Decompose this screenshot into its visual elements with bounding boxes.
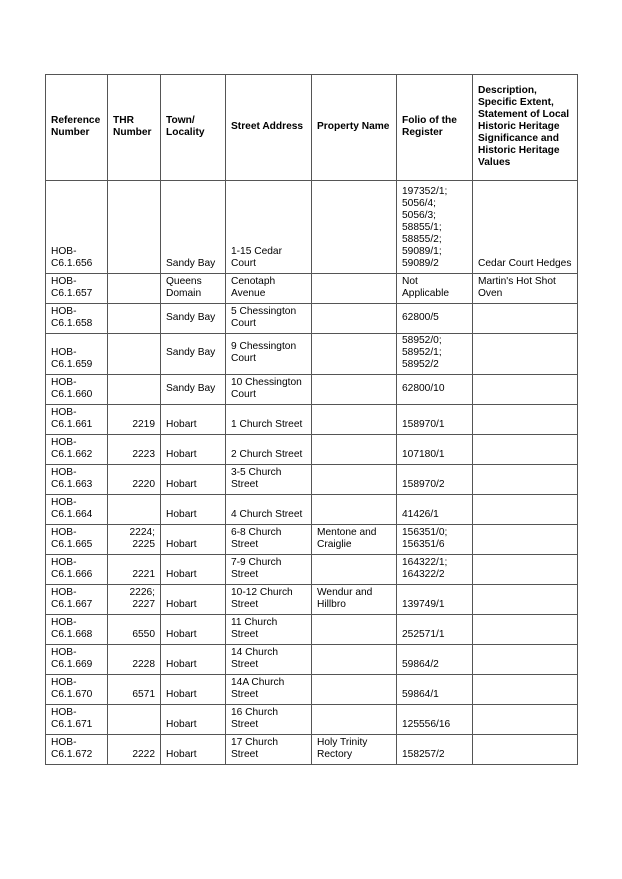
cell-reference-number: HOB-C6.1.671 bbox=[46, 705, 108, 735]
header-folio: Folio of the Register bbox=[397, 75, 473, 181]
folio-entry: 164322/2 bbox=[402, 569, 445, 580]
cell-property-name: Mentone and Craiglie bbox=[312, 525, 397, 555]
cell-property-name bbox=[312, 705, 397, 735]
header-street-address: Street Address bbox=[226, 75, 312, 181]
cell-town-locality: Hobart bbox=[161, 525, 226, 555]
folio-entry: 62800/5 bbox=[402, 311, 439, 323]
folio-entry: 164322/1; bbox=[402, 557, 448, 568]
folio-entry: 58855/1; bbox=[402, 222, 442, 233]
table-row bbox=[46, 525, 578, 555]
cell-description bbox=[473, 675, 578, 705]
table-row bbox=[46, 585, 578, 615]
cell-folio bbox=[397, 181, 473, 274]
cell-thr-number bbox=[108, 181, 161, 274]
cell-folio bbox=[397, 495, 473, 525]
cell-property-name: Wendur and Hillbro bbox=[312, 585, 397, 615]
cell-folio bbox=[397, 334, 473, 375]
cell-town-locality: Hobart bbox=[161, 705, 226, 735]
table-row bbox=[46, 555, 578, 585]
heritage-register-table bbox=[45, 74, 578, 765]
cell-property-name bbox=[312, 405, 397, 435]
table-row bbox=[46, 615, 578, 645]
cell-reference-number: HOB-C6.1.665 bbox=[46, 525, 108, 555]
cell-thr-number: 6571 bbox=[108, 675, 161, 705]
cell-street-address: 5 Chessington Court bbox=[226, 304, 312, 334]
cell-street-address: 17 Church Street bbox=[226, 735, 312, 765]
cell-town-locality: Sandy Bay bbox=[161, 375, 226, 405]
table-row bbox=[46, 274, 578, 304]
folio-entry: 158970/2 bbox=[402, 479, 445, 490]
folio-entry: 59864/2 bbox=[402, 659, 439, 670]
header-description: Description, Specific Extent, Statement of Local Historic Heritage Significance and Historic Heritage Values bbox=[473, 75, 578, 181]
folio-entry: 58952/0; bbox=[402, 335, 442, 346]
cell-description bbox=[473, 304, 578, 334]
cell-street-address: 16 Church Street bbox=[226, 705, 312, 735]
cell-folio bbox=[397, 645, 473, 675]
cell-folio bbox=[397, 675, 473, 705]
cell-reference-number: HOB-C6.1.670 bbox=[46, 675, 108, 705]
folio-entry: 62800/10 bbox=[402, 382, 445, 394]
cell-street-address: 6-8 Church Street bbox=[226, 525, 312, 555]
cell-property-name bbox=[312, 615, 397, 645]
cell-property-name bbox=[312, 334, 397, 375]
cell-description bbox=[473, 615, 578, 645]
table-row bbox=[46, 375, 578, 405]
header-property-name: Property Name bbox=[312, 75, 397, 181]
folio-entry: 252571/1 bbox=[402, 629, 445, 640]
cell-folio bbox=[397, 735, 473, 765]
cell-property-name bbox=[312, 435, 397, 465]
table-row bbox=[46, 181, 578, 274]
folio-entry: 197352/1; bbox=[402, 186, 448, 197]
cell-property-name bbox=[312, 375, 397, 405]
cell-town-locality: Sandy Bay bbox=[161, 181, 226, 274]
header-thr-number: THR Number bbox=[108, 75, 161, 181]
header-town-locality: Town/ Locality bbox=[161, 75, 226, 181]
cell-description bbox=[473, 735, 578, 765]
cell-thr-number bbox=[108, 334, 161, 375]
cell-folio bbox=[397, 615, 473, 645]
header-reference-number: Reference Number bbox=[46, 75, 108, 181]
cell-town-locality: Hobart bbox=[161, 495, 226, 525]
cell-town-locality: Hobart bbox=[161, 465, 226, 495]
folio-entry: 158970/1 bbox=[402, 419, 445, 430]
cell-property-name bbox=[312, 465, 397, 495]
table-row bbox=[46, 334, 578, 375]
folio-entry: 58952/1; bbox=[402, 347, 442, 358]
cell-thr-number: 2228 bbox=[108, 645, 161, 675]
cell-folio bbox=[397, 405, 473, 435]
folio-entry: 107180/1 bbox=[402, 449, 445, 460]
folio-entry: 125556/16 bbox=[402, 719, 451, 730]
folio-entry: 5056/4; bbox=[402, 198, 436, 209]
folio-entry: 59089/2 bbox=[402, 258, 439, 269]
cell-street-address: 14 Church Street bbox=[226, 645, 312, 675]
cell-description bbox=[473, 555, 578, 585]
cell-street-address: 3-5 Church Street bbox=[226, 465, 312, 495]
cell-thr-number bbox=[108, 375, 161, 405]
cell-property-name bbox=[312, 495, 397, 525]
cell-folio bbox=[397, 705, 473, 735]
table-body bbox=[46, 181, 578, 765]
cell-town-locality: Queens Domain bbox=[161, 274, 226, 304]
table-header-row bbox=[46, 75, 578, 181]
cell-description bbox=[473, 405, 578, 435]
cell-town-locality: Hobart bbox=[161, 615, 226, 645]
cell-description bbox=[473, 334, 578, 375]
cell-reference-number: HOB-C6.1.658 bbox=[46, 304, 108, 334]
cell-town-locality: Sandy Bay bbox=[161, 334, 226, 375]
cell-reference-number: HOB-C6.1.672 bbox=[46, 735, 108, 765]
table-row bbox=[46, 675, 578, 705]
cell-street-address: 4 Church Street bbox=[226, 495, 312, 525]
cell-folio bbox=[397, 274, 473, 304]
table-row bbox=[46, 645, 578, 675]
folio-entry: 59864/1 bbox=[402, 689, 439, 700]
cell-street-address: 11 Church Street bbox=[226, 615, 312, 645]
cell-town-locality: Hobart bbox=[161, 435, 226, 465]
folio-entry: 156351/6 bbox=[402, 539, 445, 550]
cell-street-address: 7-9 Church Street bbox=[226, 555, 312, 585]
cell-thr-number: 2221 bbox=[108, 555, 161, 585]
cell-description bbox=[473, 435, 578, 465]
cell-folio bbox=[397, 465, 473, 495]
cell-reference-number: HOB-C6.1.661 bbox=[46, 405, 108, 435]
cell-thr-number: 2219 bbox=[108, 405, 161, 435]
cell-property-name bbox=[312, 675, 397, 705]
cell-description bbox=[473, 465, 578, 495]
cell-street-address: Cenotaph Avenue bbox=[226, 274, 312, 304]
cell-street-address: 10-12 Church Street bbox=[226, 585, 312, 615]
cell-thr-number bbox=[108, 705, 161, 735]
cell-reference-number: HOB-C6.1.664 bbox=[46, 495, 108, 525]
cell-street-address: 14A Church Street bbox=[226, 675, 312, 705]
table-row bbox=[46, 735, 578, 765]
cell-property-name bbox=[312, 181, 397, 274]
folio-entry: 58952/2 bbox=[402, 359, 439, 370]
cell-town-locality: Hobart bbox=[161, 735, 226, 765]
cell-town-locality: Hobart bbox=[161, 585, 226, 615]
cell-reference-number: HOB-C6.1.663 bbox=[46, 465, 108, 495]
cell-folio bbox=[397, 555, 473, 585]
cell-description bbox=[473, 495, 578, 525]
cell-thr-number bbox=[108, 304, 161, 334]
cell-town-locality: Sandy Bay bbox=[161, 304, 226, 334]
cell-reference-number: HOB-C6.1.660 bbox=[46, 375, 108, 405]
cell-folio bbox=[397, 435, 473, 465]
cell-street-address: 10 Chessington Court bbox=[226, 375, 312, 405]
folio-entry: 158257/2 bbox=[402, 749, 445, 760]
cell-reference-number: HOB-C6.1.667 bbox=[46, 585, 108, 615]
cell-description bbox=[473, 525, 578, 555]
cell-town-locality: Hobart bbox=[161, 675, 226, 705]
cell-thr-number: 6550 bbox=[108, 615, 161, 645]
folio-entry: 41426/1 bbox=[402, 509, 439, 520]
table-row bbox=[46, 405, 578, 435]
cell-reference-number: HOB-C6.1.666 bbox=[46, 555, 108, 585]
folio-entry: 156351/0; bbox=[402, 527, 448, 538]
cell-description: Martin's Hot Shot Oven bbox=[473, 274, 578, 304]
folio-entry: Not Applicable bbox=[402, 275, 450, 299]
cell-thr-number bbox=[108, 495, 161, 525]
cell-folio bbox=[397, 375, 473, 405]
table-row bbox=[46, 465, 578, 495]
cell-street-address: 1-15 Cedar Court bbox=[226, 181, 312, 274]
cell-reference-number: HOB-C6.1.657 bbox=[46, 274, 108, 304]
cell-street-address: 9 Chessington Court bbox=[226, 334, 312, 375]
cell-town-locality: Hobart bbox=[161, 555, 226, 585]
cell-thr-number bbox=[108, 274, 161, 304]
cell-description: Cedar Court Hedges bbox=[473, 181, 578, 274]
folio-entry: 59089/1; bbox=[402, 246, 442, 257]
cell-street-address: 2 Church Street bbox=[226, 435, 312, 465]
cell-folio bbox=[397, 525, 473, 555]
cell-description bbox=[473, 645, 578, 675]
cell-street-address: 1 Church Street bbox=[226, 405, 312, 435]
cell-town-locality: Hobart bbox=[161, 405, 226, 435]
cell-folio bbox=[397, 304, 473, 334]
cell-property-name bbox=[312, 304, 397, 334]
folio-entry: 58855/2; bbox=[402, 234, 442, 245]
cell-town-locality: Hobart bbox=[161, 645, 226, 675]
cell-thr-number: 2223 bbox=[108, 435, 161, 465]
cell-property-name: Holy Trinity Rectory bbox=[312, 735, 397, 765]
table-row bbox=[46, 705, 578, 735]
cell-reference-number: HOB-C6.1.662 bbox=[46, 435, 108, 465]
cell-property-name bbox=[312, 645, 397, 675]
cell-thr-number: 2224; 2225 bbox=[108, 525, 161, 555]
table-row bbox=[46, 304, 578, 334]
folio-entry: 5056/3; bbox=[402, 210, 436, 221]
cell-reference-number: HOB-C6.1.669 bbox=[46, 645, 108, 675]
cell-thr-number: 2222 bbox=[108, 735, 161, 765]
cell-property-name bbox=[312, 555, 397, 585]
cell-reference-number: HOB-C6.1.659 bbox=[46, 334, 108, 375]
cell-thr-number: 2220 bbox=[108, 465, 161, 495]
folio-entry: 139749/1 bbox=[402, 599, 445, 610]
cell-reference-number: HOB-C6.1.656 bbox=[46, 181, 108, 274]
cell-property-name bbox=[312, 274, 397, 304]
table-row bbox=[46, 435, 578, 465]
cell-description bbox=[473, 375, 578, 405]
cell-thr-number: 2226; 2227 bbox=[108, 585, 161, 615]
cell-reference-number: HOB-C6.1.668 bbox=[46, 615, 108, 645]
table-row bbox=[46, 495, 578, 525]
cell-description bbox=[473, 585, 578, 615]
cell-description bbox=[473, 705, 578, 735]
cell-folio bbox=[397, 585, 473, 615]
